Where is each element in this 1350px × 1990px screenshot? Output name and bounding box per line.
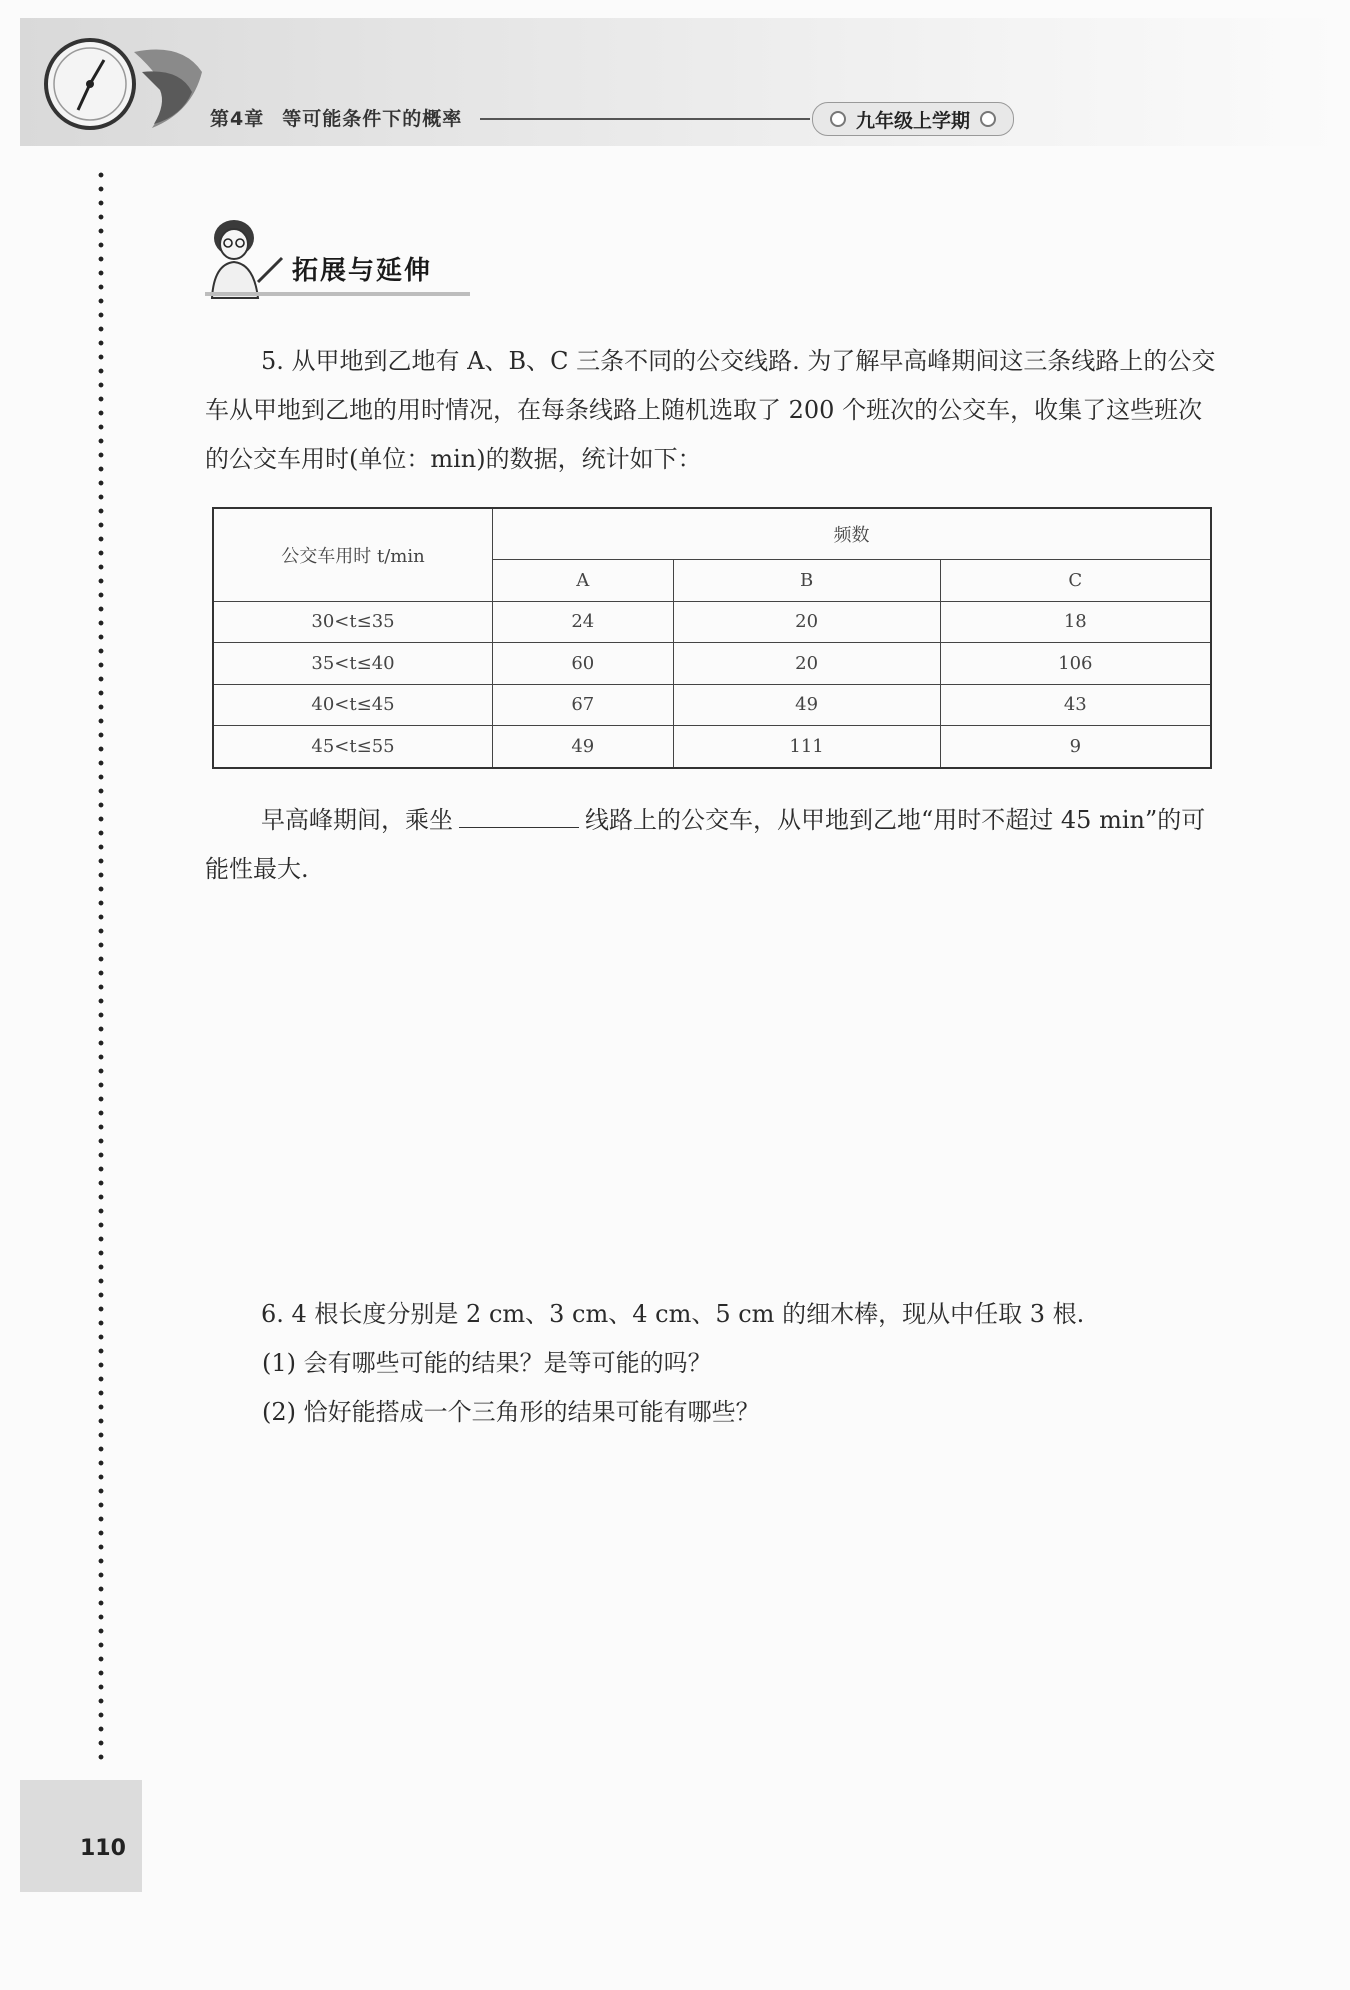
fill-blank-prefix: 早高峰期间，乘坐 <box>261 806 453 834</box>
table-cell: 49 <box>673 684 940 725</box>
table-group-header: 频数 <box>493 508 1212 560</box>
question-6-part-1: (1) 会有哪些可能的结果？是等可能的吗？ <box>262 1349 712 1377</box>
row-label: 40<t≤45 <box>213 684 493 725</box>
table-cell: 24 <box>493 601 674 642</box>
circle-icon <box>980 111 996 127</box>
frequency-table <box>212 507 1212 769</box>
chapter-heading <box>210 104 462 131</box>
table-cell: 49 <box>493 726 674 768</box>
column-header: B <box>673 560 940 601</box>
answer-blank[interactable] <box>459 805 579 828</box>
page-number: 110 <box>80 1836 126 1861</box>
column-header: C <box>940 560 1211 601</box>
section-underline <box>205 292 470 296</box>
table-row <box>213 726 1211 768</box>
row-label: 30<t≤35 <box>213 601 493 642</box>
table-header-row <box>213 508 1211 560</box>
table-cell: 106 <box>940 643 1211 684</box>
grade-badge <box>812 102 1014 136</box>
table-cell: 60 <box>493 643 674 684</box>
teacher-icon <box>200 212 290 302</box>
circle-icon <box>830 111 846 127</box>
fill-blank-suffix: 线路上的公交车，从甲地到乙地“用时不超过 45 min”的可能性最大. <box>205 806 1206 883</box>
header-rule <box>480 118 810 120</box>
grade-label: 九年级上学期 <box>855 109 970 132</box>
row-label: 35<t≤40 <box>213 643 493 684</box>
section-title: 拓展与延伸 <box>292 256 433 286</box>
table-cell: 67 <box>493 684 674 725</box>
table-row <box>213 684 1211 725</box>
table-cell: 20 <box>673 601 940 642</box>
row-label: 45<t≤55 <box>213 726 493 768</box>
table-row <box>213 601 1211 642</box>
dotted-margin-line <box>98 168 104 1768</box>
table-cell: 111 <box>673 726 940 768</box>
question-6-text: 6. 4 根长度分别是 2 cm、3 cm、4 cm、5 cm 的细木棒，现从中任取 3 根. <box>261 1300 1085 1328</box>
clock-compass-icon <box>42 32 212 142</box>
column-header: A <box>493 560 674 601</box>
table-cell: 20 <box>673 643 940 684</box>
table-cell: 18 <box>940 601 1211 642</box>
table-cell: 43 <box>940 684 1211 725</box>
table-row-header: 公交车用时 t/min <box>213 508 493 601</box>
chapter-title: 等可能条件下的概率 <box>282 108 463 130</box>
table-cell: 9 <box>940 726 1211 768</box>
question-6-part-2: (2) 恰好能搭成一个三角形的结果可能有哪些？ <box>262 1398 760 1426</box>
question-5-text: 5. 从甲地到乙地有 A、B、C 三条不同的公交线路. 为了解早高峰期间这三条线路上的公交车从甲地到乙地的用时情况，在每条线路上随机选取了 200 个班次的公交车，收集了这些班次的公交车用时(单位：min)的数据，统计如下： <box>205 347 1216 473</box>
table-row <box>213 643 1211 684</box>
chapter-label: 第4章 <box>210 108 265 130</box>
question-5-fill-blank <box>205 796 1220 894</box>
